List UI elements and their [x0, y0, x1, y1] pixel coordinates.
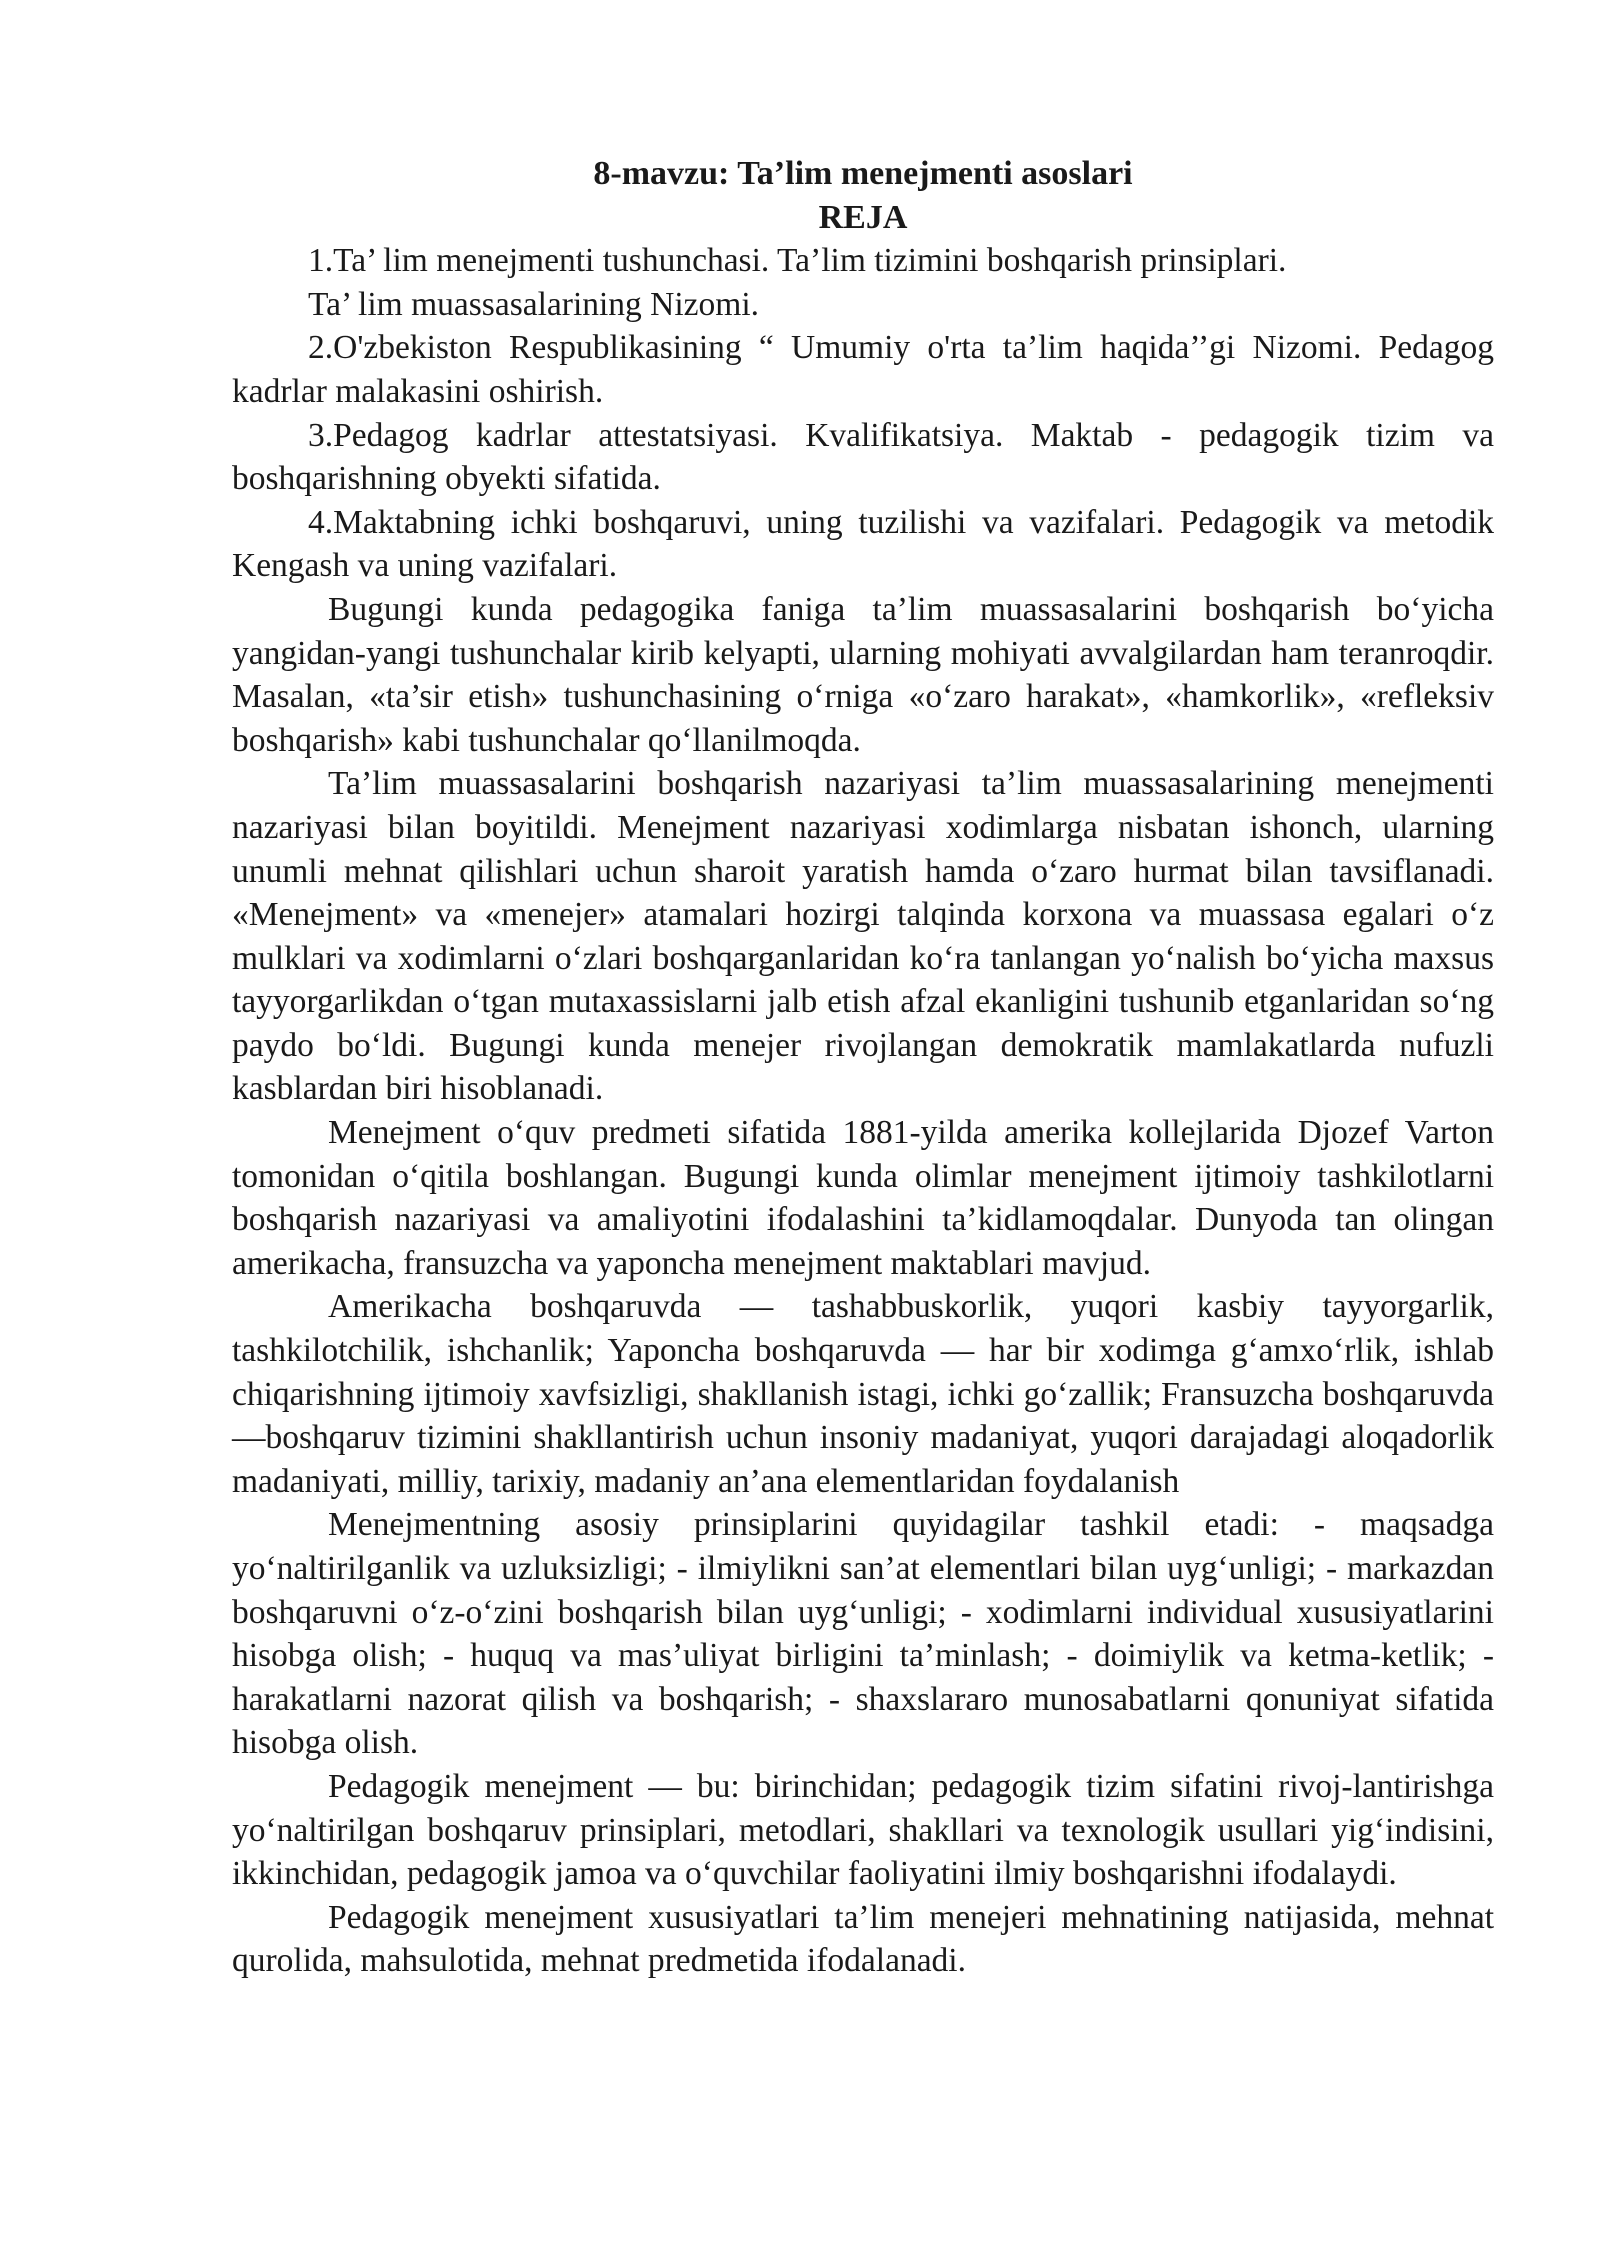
plan-item: Ta’ lim muassasalarining Nizomi.	[308, 285, 760, 323]
plan-heading: REJA	[818, 198, 908, 236]
body-paragraph: Menejment o‘quv predmeti sifatida 1881-yilda amerika kollejlarida Djozef Varton tomonidan o‘qitila boshlangan. Bugungi kunda olimlar menejment ijtimoiy tashkilotlarni boshqarish nazariyasi va amaliyotini ifodalashini ta’kidlamoqdalar. Dunyoda tan olingan amerikacha, fransuzcha va yaponcha menejment maktablari mavjud.	[232, 1114, 1494, 1282]
body-paragraph: Pedagogik menejment xususiyatlari ta’lim menejeri mehnatining natijasida, mehnat qurolida, mahsulotida, mehnat predmetida ifodalanadi.	[232, 1898, 1494, 1980]
document-title: 8-mavzu: Ta’lim menejmenti asoslari	[593, 155, 1133, 192]
plan-item: 4.Maktabning ichki boshqaruvi, uning tuzilishi va vazifalari. Pedagogik va metodik Kengash va uning vazifalari.	[232, 503, 1494, 585]
document-body	[232, 152, 1494, 1983]
body-paragraph: Menejmentning asosiy prinsiplarini quyidagilar tashkil etadi: - maqsadga yo‘naltirilganlik va uzluksizligi; - ilmiylikni san’at elementlari bilan uyg‘unligi; - markazdan boshqaruvni o‘z-o‘zini boshqarish bilan uyg‘unligi; - xodimlarni individual xususiyatlarini hisobga olish; - huquq va mas’uliyat birligini ta’minlash; - doimiylik va ketma-ketlik; - harakatlarni nazorat qilish va boshqarish; - shaxslararo munosabatlarni qonuniyat sifatida hisobga olish.	[232, 1506, 1494, 1762]
plan-item: 2.O'zbekiston Respublikasining “ Umumiy o'rta ta’lim haqida’’gi Nizomi. Pedagog kadrlar malakasini oshirish.	[232, 329, 1494, 410]
body-paragraph: Amerikacha boshqaruvda — tashabbuskorlik, yuqori kasbiy tayyorgarlik, tashkilotchilik, ishchanlik; Yaponcha boshqaruvda — har bir xodimga g‘amxo‘rlik, ishlab chiqarishning ijtimoiy xavfsizligi, shakllanish istagi, ichki go‘zallik; Fransuzcha boshqaruvda—boshqaruv tizimini shakllantirish uchun insoniy madaniyat, yuqori darajadagi aloqadorlik madaniyati, milliy, tarixiy, madaniy an’ana elementlaridan foydalanish	[232, 1288, 1494, 1500]
body-paragraph: Pedagogik menejment — bu: birinchidan; pedagogik tizim sifatini rivoj-lantirishga yo‘naltirilgan boshqaruv prinsiplari, metodlari, shakllari va texnologik usullari yig‘indisini, ikkinchidan, pedagogik jamoa va o‘quvchilar faoliyatini ilmiy boshqarishni ifodalaydi.	[232, 1767, 1494, 1893]
body-paragraph: Ta’lim muassasalarini boshqarish nazariyasi ta’lim muassasalarining menejmenti nazariyasi bilan boyitildi. Menejment nazariyasi xodimlarga nisbatan ishonch, ularning unumli mehnat qilishlari uchun sharoit yaratish hamda o‘zaro hurmat bilan tavsiflanadi. «Menejment» va «menejer» atamalari hozirgi talqinda korxona va muassasa egalari o‘z mulklari va xodimlarni o‘zlari boshqarganlaridan ko‘ra tanlangan yo‘nalish bo‘yicha maxsus tayyorgarlikdan o‘tgan mutaxassislarni jalb etish afzal ekanligini tushunib etganlaridan so‘ng paydo bo‘ldi. Bugungi kunda menejer rivojlangan demokratik mamlakatlarda nufuzli kasblardan biri hisoblanadi.	[232, 765, 1494, 1108]
plan-item: 3.Pedagog kadrlar attestatsiyasi. Kvalifikatsiya. Maktab - pedagogik tizim va boshqarishning obyekti sifatida.	[232, 416, 1494, 498]
plan-item: 1.Ta’ lim menejmenti tushunchasi. Ta’lim tizimini boshqarish prinsiplari.	[308, 242, 1287, 280]
body-paragraph: Bugungi kunda pedagogika faniga ta’lim muassasalarini boshqarish bo‘yicha yangidan-yangi tushunchalar kirib kelyapti, ularning mohiyati avvalgilardan ham teranroqdir. Masalan, «ta’sir etish» tushunchasining o‘rniga «o‘zaro harakat», «hamkorlik», «refleksiv boshqarish» kabi tushunchalar qo‘llanilmoqda.	[232, 590, 1494, 759]
